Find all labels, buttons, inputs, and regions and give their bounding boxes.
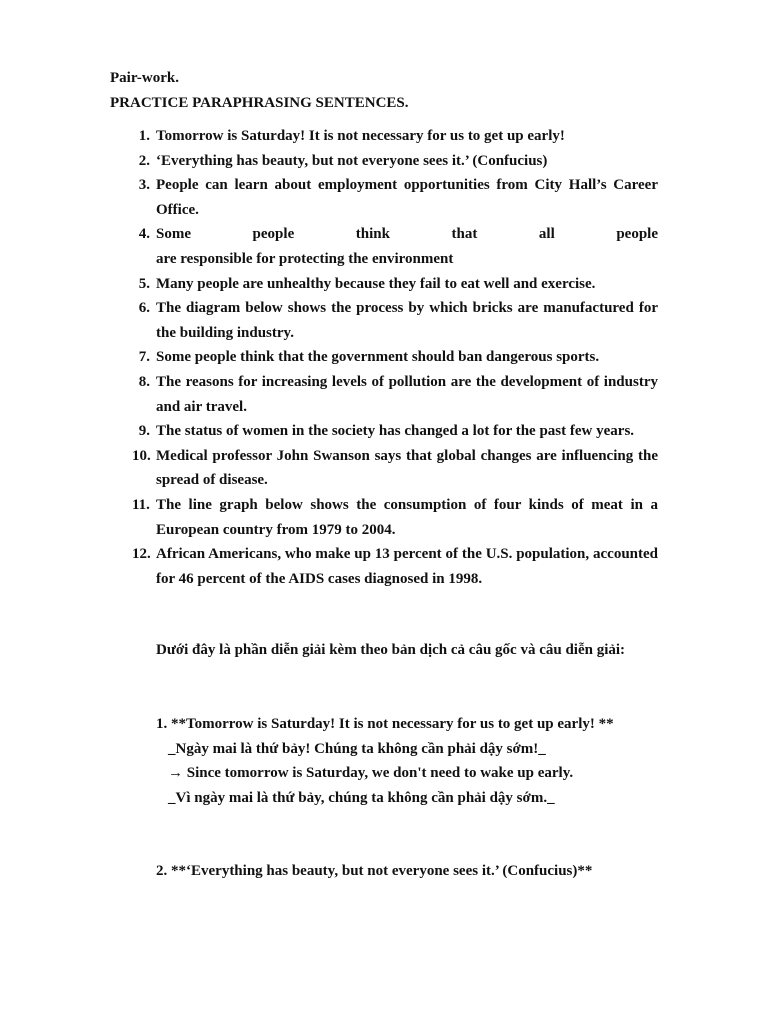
item-number: 9. xyxy=(138,423,150,440)
item-text: Some people think that the government should ban dangerous sports. xyxy=(156,349,600,366)
item-number: 10. xyxy=(132,447,151,464)
example-1-paraphrase: → Since tomorrow is Saturday, we don't need to wake up early. xyxy=(168,765,574,782)
item-text: African Americans, who make up 13 percent of the U.S. population, accounted for 46 percent of the AIDS cases diagnosed in 1998. xyxy=(156,546,658,587)
header-title: PRACTICE PARAPHRASING SENTENCES. xyxy=(110,95,409,111)
item-text: The status of women in the society has changed a lot for the past few years. xyxy=(156,423,635,440)
item-number: 1. xyxy=(138,128,150,144)
item-text: ‘Everything has beauty, but not everyone sees it.’ (Confucius) xyxy=(156,152,548,169)
item-number: 6. xyxy=(138,300,150,317)
item-text-line1: Some people think that all people xyxy=(156,226,658,243)
example-2-question: 2. **‘Everything has beauty, but not everyone sees it.’ (Confucius)** xyxy=(156,863,593,879)
item-text: Tomorrow is Saturday! It is not necessary for us to get up early! xyxy=(156,128,565,144)
explanation-intro: Dưới đây là phần diễn giải kèm theo bản dịch cả câu gốc và câu diễn giải: xyxy=(156,642,626,658)
list-item xyxy=(110,542,658,591)
item-number: 8. xyxy=(138,373,150,390)
item-number: 4. xyxy=(138,226,150,243)
item-number: 5. xyxy=(138,275,150,292)
item-number: 11. xyxy=(132,496,150,513)
list-item xyxy=(110,272,658,297)
list-item xyxy=(110,149,658,174)
item-text: Medical professor John Swanson says that global changes are influencing the spread of disease. xyxy=(156,447,658,489)
list-item xyxy=(110,419,658,444)
example-1-paraphrase-translation: _Vì ngày mai là thứ bảy, chúng ta không cần phải dậy sớm._ xyxy=(168,789,555,806)
example-1-question: 1. **Tomorrow is Saturday! It is not necessary for us to get up early! ** xyxy=(156,716,614,732)
list-item xyxy=(110,493,658,542)
item-text: The line graph below shows the consumption of four kinds of meat in a European country from 1979 to 2004. xyxy=(156,496,658,538)
list-item xyxy=(110,370,658,419)
list-item xyxy=(110,444,658,493)
list-item xyxy=(110,345,658,370)
item-number: 2. xyxy=(138,152,150,169)
item-text: Many people are unhealthy because they fail to eat well and exercise. xyxy=(156,275,596,292)
item-number: 7. xyxy=(138,349,150,366)
list-item xyxy=(110,296,658,345)
example-1-translation: _Ngày mai là thứ bảy! Chúng ta không cần phải dậy sớm!_ xyxy=(168,740,546,757)
item-text: The reasons for increasing levels of pollution are the development of industry and air travel. xyxy=(156,373,658,415)
item-text-line2: are responsible for protecting the environment xyxy=(156,250,454,267)
item-number: 3. xyxy=(138,177,150,194)
explanation-example-1 xyxy=(156,712,658,810)
item-text: The diagram below shows the process by which bricks are manufactured for the building industry. xyxy=(156,300,658,341)
list-item xyxy=(110,173,658,222)
header-pair-work: Pair-work. xyxy=(110,70,180,86)
sentence-list xyxy=(110,124,658,591)
list-item xyxy=(110,222,658,271)
item-number: 12. xyxy=(132,546,151,563)
list-item xyxy=(110,124,658,149)
item-text: People can learn about employment opportunities from City Hall’s Career Office. xyxy=(156,177,658,218)
